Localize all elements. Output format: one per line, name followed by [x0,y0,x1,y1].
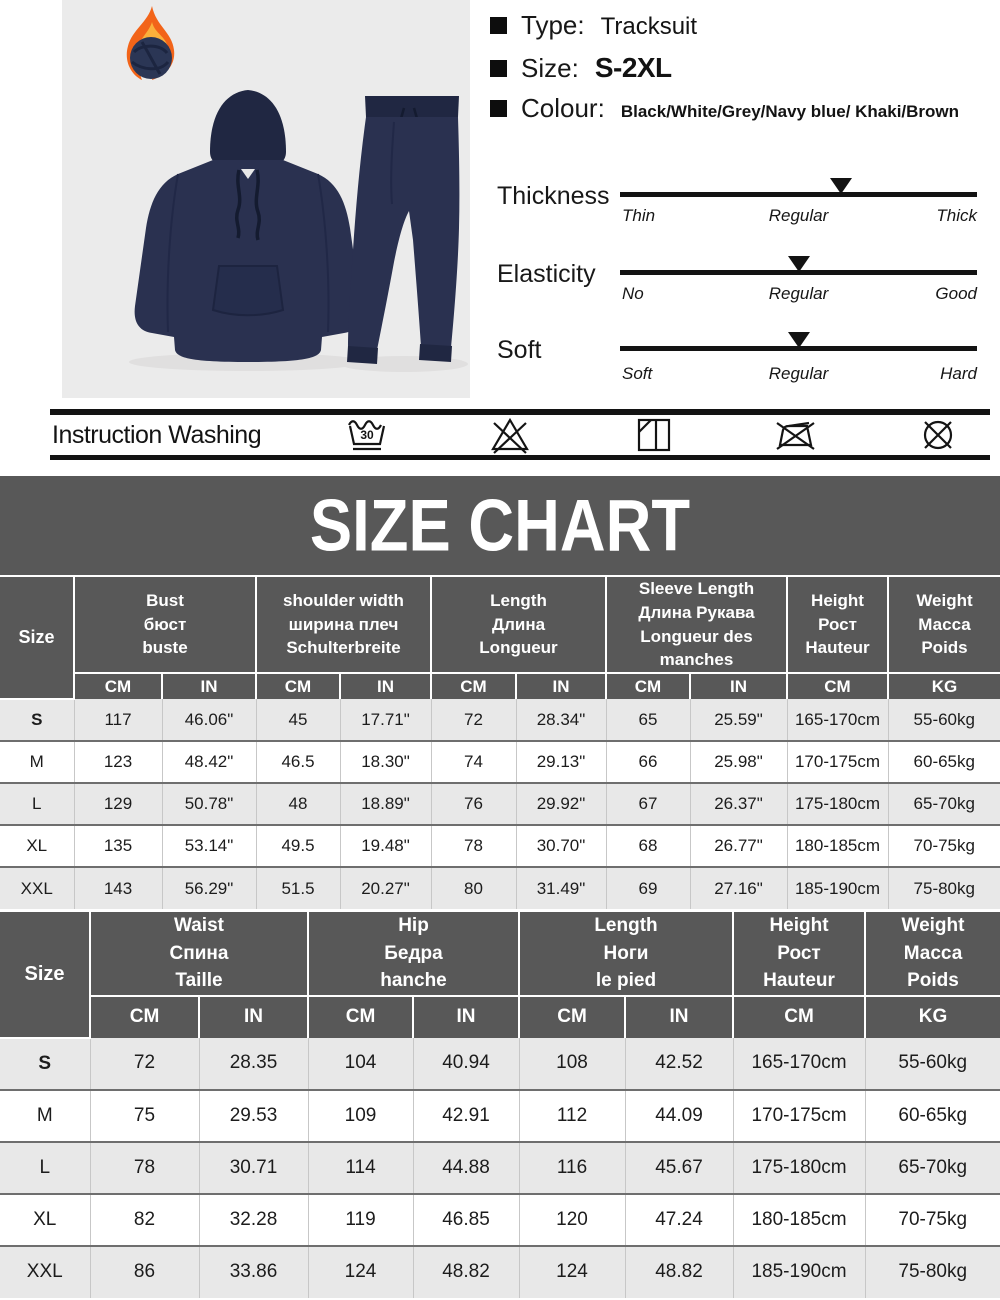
value-cell: 75-80kg [913,878,975,898]
unit-header: CM [308,996,413,1038]
unit-header: IN [340,673,431,699]
value-cell: 67 [606,783,690,825]
value-cell: 46.5 [256,741,340,783]
washing-label: Instruction Washing [52,420,262,449]
value-cell: 76 [431,783,516,825]
size-cell: XXL [0,867,74,909]
value-cell: 17.71" [340,699,431,741]
value-cell: 25.98" [690,741,787,783]
spec-size [490,52,672,84]
value-cell: 47.24 [625,1194,733,1246]
unit-header: IN [199,996,308,1038]
value-cell: 33.86 [199,1246,308,1298]
value-cell: 66 [606,741,690,783]
value-cell: 45 [256,699,340,741]
elasticity-slider [0,260,1000,324]
bullet-square-icon [490,100,507,117]
value-cell: 74 [431,741,516,783]
value-cell: 18.30" [340,741,431,783]
scale-left-label: No [622,284,644,303]
scale-mid-label: Regular [768,364,829,383]
unit-header: CM [606,673,690,699]
spec-label: Type: [521,10,585,40]
value-cell: 165-170cm [733,1038,865,1090]
value-cell: 180-185cm [733,1194,865,1246]
table-row [0,1038,1000,1090]
scale-right-label: Thick [936,206,977,225]
unit-header: IN [690,673,787,699]
value-cell: 104 [308,1038,413,1090]
value-cell: 51.5 [256,867,340,909]
value-cell: 170-175cm [733,1090,865,1142]
bullet-square-icon [490,17,507,34]
group-header: Hip Бедра hanche [308,912,519,996]
washing-instructions-bar [50,409,990,460]
do-not-iron-icon [773,415,817,455]
scale-right-label: Good [935,284,977,303]
value-cell: 65 [606,699,690,741]
unit-header: CM [733,996,865,1038]
group-header: Bust бюст buste [74,577,256,673]
value-cell: 75-80kg [898,1261,968,1283]
size-column-header: Size [0,912,90,1038]
size-chart-title: SIZE CHART [309,484,691,567]
size-chart-banner [0,476,1000,575]
value-cell: 29.92" [516,783,606,825]
spec-value: S-2XL [594,52,672,83]
unit-header: CM [431,673,516,699]
value-cell: 65-70kg [898,1156,968,1178]
group-header: Length Ноги le pied [519,912,733,996]
value-cell: 175-180cm [733,1142,865,1194]
value-cell: 40.94 [413,1038,519,1090]
svg-text:30: 30 [360,428,374,442]
slider-label: Soft [497,336,542,364]
value-cell: 44.09 [625,1090,733,1142]
table-row [0,1194,1000,1246]
spec-value: Black/White/Grey/Navy blue/ Khaki/Brown [620,102,960,121]
group-header: Sleeve Length Длина Рукава Longueur des manches [606,577,787,673]
value-cell: 69 [606,867,690,909]
value-cell: 116 [519,1142,625,1194]
value-cell: 49.5 [256,825,340,867]
soft-slider [0,336,1000,400]
top-size-table [0,577,1000,909]
value-cell: 53.14" [162,825,256,867]
value-cell: 108 [519,1038,625,1090]
value-cell: 19.48" [340,825,431,867]
scale-mid-label: Regular [768,284,829,303]
unit-header: IN [516,673,606,699]
value-cell: 55-60kg [913,709,975,729]
value-cell: 143 [74,867,162,909]
value-cell: 123 [74,741,162,783]
value-cell: 72 [431,699,516,741]
value-cell: 46.06" [162,699,256,741]
group-header: Length Длина Longueur [431,577,606,673]
value-cell: 60-65kg [898,1104,968,1126]
slider-marker-icon [830,178,852,194]
value-cell: 185-190cm [787,867,888,909]
value-cell: 185-190cm [733,1246,865,1298]
size-cell: M [0,1090,90,1142]
unit-header: IN [413,996,519,1038]
spec-label: Size: [521,53,579,83]
slider-bar [620,346,977,351]
table-row [0,1090,1000,1142]
table-row [0,867,1000,909]
slider-scale [620,284,977,306]
unit-header: CM [519,996,625,1038]
slider-scale [620,364,977,386]
slider-label: Thickness [497,182,610,210]
bottom-size-table [0,912,1000,1298]
size-cell: L [0,1142,90,1194]
unit-header: CM [787,673,888,699]
do-not-dryclean-icon [916,415,960,455]
unit-header: KG [865,996,1000,1038]
value-cell: 78 [90,1142,199,1194]
value-cell: 86 [90,1246,199,1298]
spec-type [490,10,697,41]
scale-left-label: Thin [622,206,656,225]
value-cell: 26.77" [690,825,787,867]
dry-in-shade-icon [631,415,675,455]
value-cell: 65-70kg [913,794,975,814]
value-cell: 48.82 [413,1246,519,1298]
table-row [0,1142,1000,1194]
slider-bar [620,270,977,275]
value-cell: 30.71 [199,1142,308,1194]
value-cell: 28.35 [199,1038,308,1090]
table-row [0,825,1000,867]
unit-header: IN [625,996,733,1038]
value-cell: 46.85 [413,1194,519,1246]
value-cell: 70-75kg [913,836,975,856]
size-column-header: Size [0,577,74,699]
value-cell: 56.29" [162,867,256,909]
table-row [0,783,1000,825]
value-cell: 42.91 [413,1090,519,1142]
value-cell: 20.27" [340,867,431,909]
value-cell: 27.16" [690,867,787,909]
slider-bar [620,192,977,197]
value-cell: 124 [519,1246,625,1298]
value-cell: 75 [90,1090,199,1142]
value-cell: 28.34" [516,699,606,741]
value-cell: 180-185cm [787,825,888,867]
size-cell: XL [0,825,74,867]
group-header: Weight Масса Poids [888,577,1000,673]
size-cell: XL [0,1194,90,1246]
value-cell: 117 [74,699,162,741]
table-row [0,699,1000,741]
value-cell: 25.59" [690,699,787,741]
flame-icon [127,6,174,80]
value-cell: 55-60kg [898,1052,968,1074]
table-row [0,741,1000,783]
unit-header: CM [90,996,199,1038]
do-not-bleach-icon [488,415,532,455]
value-cell: 50.78" [162,783,256,825]
value-cell: 114 [308,1142,413,1194]
thickness-slider [0,182,1000,246]
value-cell: 120 [519,1194,625,1246]
value-cell: 129 [74,783,162,825]
spec-label: Colour: [521,93,605,123]
size-cell: L [0,783,74,825]
slider-marker-icon [788,256,810,272]
value-cell: 42.52 [625,1038,733,1090]
group-header: Weight Масса Poids [865,912,1000,996]
size-cell: S [0,1038,90,1090]
unit-header: KG [888,673,1000,699]
value-cell: 32.28 [199,1194,308,1246]
value-cell: 45.67 [625,1142,733,1194]
value-cell: 70-75kg [898,1208,968,1230]
scale-left-label: Soft [622,364,653,383]
value-cell: 82 [90,1194,199,1246]
value-cell: 18.89" [340,783,431,825]
size-cell: M [0,741,74,783]
size-cell: S [0,699,74,741]
value-cell: 170-175cm [787,741,888,783]
slider-label: Elasticity [497,260,596,288]
scale-mid-label: Regular [768,206,829,225]
group-header: Waist Спина Taille [90,912,308,996]
value-cell: 78 [431,825,516,867]
unit-header: CM [74,673,162,699]
value-cell: 175-180cm [787,783,888,825]
value-cell: 31.49" [516,867,606,909]
scale-right-label: Hard [940,364,977,383]
value-cell: 72 [90,1038,199,1090]
value-cell: 48.82 [625,1246,733,1298]
wash-30-icon [345,415,389,455]
washing-icons [345,415,990,455]
unit-header: CM [256,673,340,699]
value-cell: 48 [256,783,340,825]
value-cell: 68 [606,825,690,867]
value-cell: 30.70" [516,825,606,867]
unit-header: IN [162,673,256,699]
spec-colour [490,93,959,124]
size-cell: XXL [0,1246,90,1298]
value-cell: 29.13" [516,741,606,783]
value-cell: 165-170cm [787,699,888,741]
value-cell: 26.37" [690,783,787,825]
group-header: Height Рост Hauteur [787,577,888,673]
value-cell: 109 [308,1090,413,1142]
slider-scale [620,206,977,228]
spec-value: Tracksuit [600,13,698,40]
bullet-square-icon [490,60,507,77]
group-header: shoulder width ширина плеч Schulterbreite [256,577,431,673]
value-cell: 119 [308,1194,413,1246]
value-cell: 60-65kg [913,752,975,772]
value-cell: 48.42" [162,741,256,783]
table-row [0,1246,1000,1298]
value-cell: 124 [308,1246,413,1298]
slider-marker-icon [788,332,810,348]
value-cell: 80 [431,867,516,909]
value-cell: 135 [74,825,162,867]
group-header: Height Рост Hauteur [733,912,865,996]
value-cell: 44.88 [413,1142,519,1194]
value-cell: 112 [519,1090,625,1142]
value-cell: 29.53 [199,1090,308,1142]
